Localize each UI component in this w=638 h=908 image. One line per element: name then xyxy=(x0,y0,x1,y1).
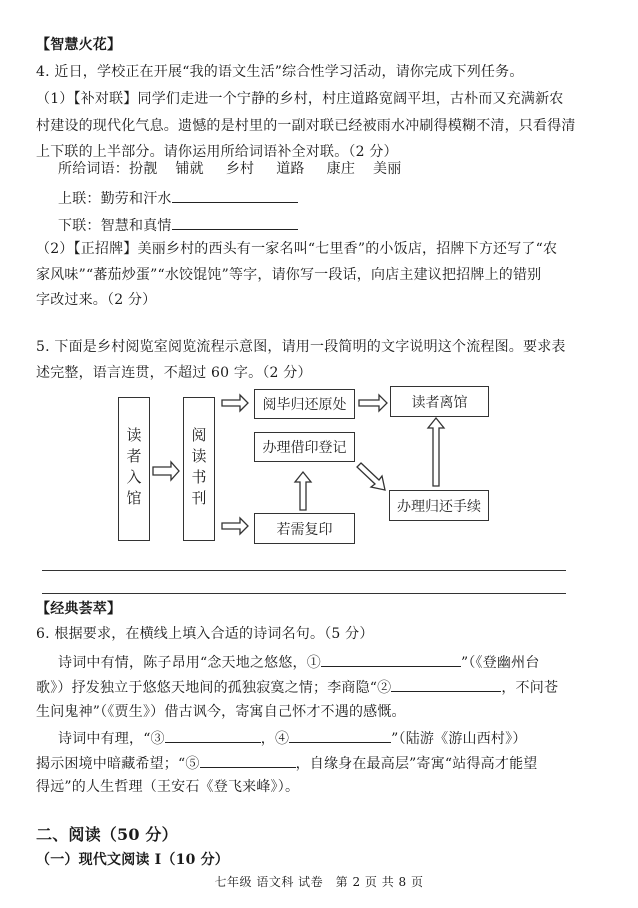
text: 诗词中有理，“③ xyxy=(58,731,165,747)
flow-node-read: 阅读书刊 xyxy=(183,397,215,541)
question-6-paragraph-5 xyxy=(36,753,537,773)
text: ，自缘身在最高层”寄寓“站得高才能望 xyxy=(295,756,538,772)
arrow-read-to-return-place xyxy=(222,395,248,411)
flow-node-return-place: 阅毕归还原处 xyxy=(254,389,355,419)
blank-5[interactable] xyxy=(200,753,296,768)
question-4-1-line-1: （1）【补对联】同学们走进一个宁静的乡村，村庄道路宽阔平坦，古朴而又充满新农 xyxy=(36,91,564,107)
question-4-2-line-2: 家风味”“蕃茄炒蛋”“水饺馄饨”等字，请你写一段话，向店主建议把招牌上的错别 xyxy=(36,267,542,283)
arrow-return-place-to-leave xyxy=(359,395,387,411)
text: ”（《登幽州台 xyxy=(460,655,540,671)
arrow-read-to-copy xyxy=(222,518,248,534)
answer-line[interactable] xyxy=(42,570,566,571)
blank-4[interactable] xyxy=(289,728,391,743)
question-6-intro: 6. 根据要求，在横线上填入合适的诗词名句。（5 分） xyxy=(36,626,374,642)
arrow-borrow-register-to-return-procedure xyxy=(357,463,385,490)
flow-node-leave: 读者离馆 xyxy=(390,386,489,417)
question-4-intro: 4. 近日，学校正在开展“我的语文生活”综合性学习活动，请你完成下列任务。 xyxy=(36,64,524,80)
given-word: 道路 xyxy=(276,161,305,177)
page-footer: 七年级 语文科 试卷 第 2 页 共 8 页 xyxy=(214,875,424,889)
blank-1[interactable] xyxy=(321,652,461,667)
arrow-return-procedure-to-leave xyxy=(428,418,444,486)
section-heading-reading: 二、阅读（50 分） xyxy=(36,825,178,844)
text: ，④ xyxy=(260,731,290,747)
given-word: 铺就 xyxy=(175,161,204,177)
upper-couplet-label: 上联：勤劳和汗水 xyxy=(58,191,172,207)
question-4-1-line-2: 村建设的现代化气息。遗憾的是村里的一副对联已经被雨水冲刷得模糊不清，只看得清 xyxy=(36,118,576,134)
lower-couplet-label: 下联：智慧和真情 xyxy=(58,218,172,234)
blank-3[interactable] xyxy=(165,728,261,743)
flow-node-copy: 若需复印 xyxy=(254,513,355,544)
answer-line[interactable] xyxy=(42,593,566,594)
flow-node-enter: 读者入馆 xyxy=(118,397,150,541)
given-words-label: 所给词语： xyxy=(58,161,129,177)
section-heading-classic: 【经典荟萃】 xyxy=(36,601,122,617)
question-4-2-line-3: 字改过来。（2 分） xyxy=(36,292,157,308)
flow-node-return-procedure: 办理归还手续 xyxy=(389,490,489,521)
question-6-paragraph-1 xyxy=(58,652,540,672)
subsection-heading-modern-reading: （一）现代文阅读 Ⅰ（10 分） xyxy=(36,852,229,868)
flow-node-borrow-register: 办理借印登记 xyxy=(254,432,355,462)
question-6-paragraph-3: 生问鬼神”（《贾生》）借古讽今，寄寓自己怀才不遇的感慨。 xyxy=(36,704,406,720)
text: 揭示困境中暗藏希望；“⑤ xyxy=(36,756,200,772)
text: ”（陆游《游山西村》） xyxy=(391,731,527,747)
text: 歌》）抒发独立于悠悠天地间的孤独寂寞之情；李商隐“② xyxy=(36,680,392,696)
given-word: 美丽 xyxy=(373,161,402,177)
arrow-copy-to-borrow-register xyxy=(295,472,311,510)
question-5-line-1: 5. 下面是乡村阅览室阅览流程示意图，请用一段简明的文字说明这个流程图。要求表 xyxy=(36,339,566,355)
given-word: 乡村 xyxy=(225,161,255,177)
blank-2[interactable] xyxy=(391,677,501,692)
arrow-enter-to-read xyxy=(153,462,179,480)
question-6-paragraph-4 xyxy=(58,728,527,748)
question-4-1-line-3: 上下联的上半部分。请你运用所给词语补全对联。（2 分） xyxy=(36,144,398,160)
section-heading-wisdom: 【智慧火花】 xyxy=(36,37,122,53)
question-6-paragraph-6: 得远”的人生哲理（王安石《登飞来峰》）。 xyxy=(36,779,300,795)
question-4-2-line-1: （2）【正招牌】美丽乡村的西头有一家名叫“七里香”的小饭店，招牌下方还写了“农 xyxy=(36,241,558,257)
given-word: 康庄 xyxy=(326,161,356,177)
text: 诗词中有情，陈子昂用“念天地之悠悠，① xyxy=(58,655,321,671)
question-6-paragraph-2 xyxy=(36,677,558,697)
text: ，不问苍 xyxy=(501,680,559,696)
given-word: 扮靓 xyxy=(129,161,158,177)
question-5-line-2: 述完整，语言连贯，不超过 60 字。（2 分） xyxy=(36,365,312,381)
